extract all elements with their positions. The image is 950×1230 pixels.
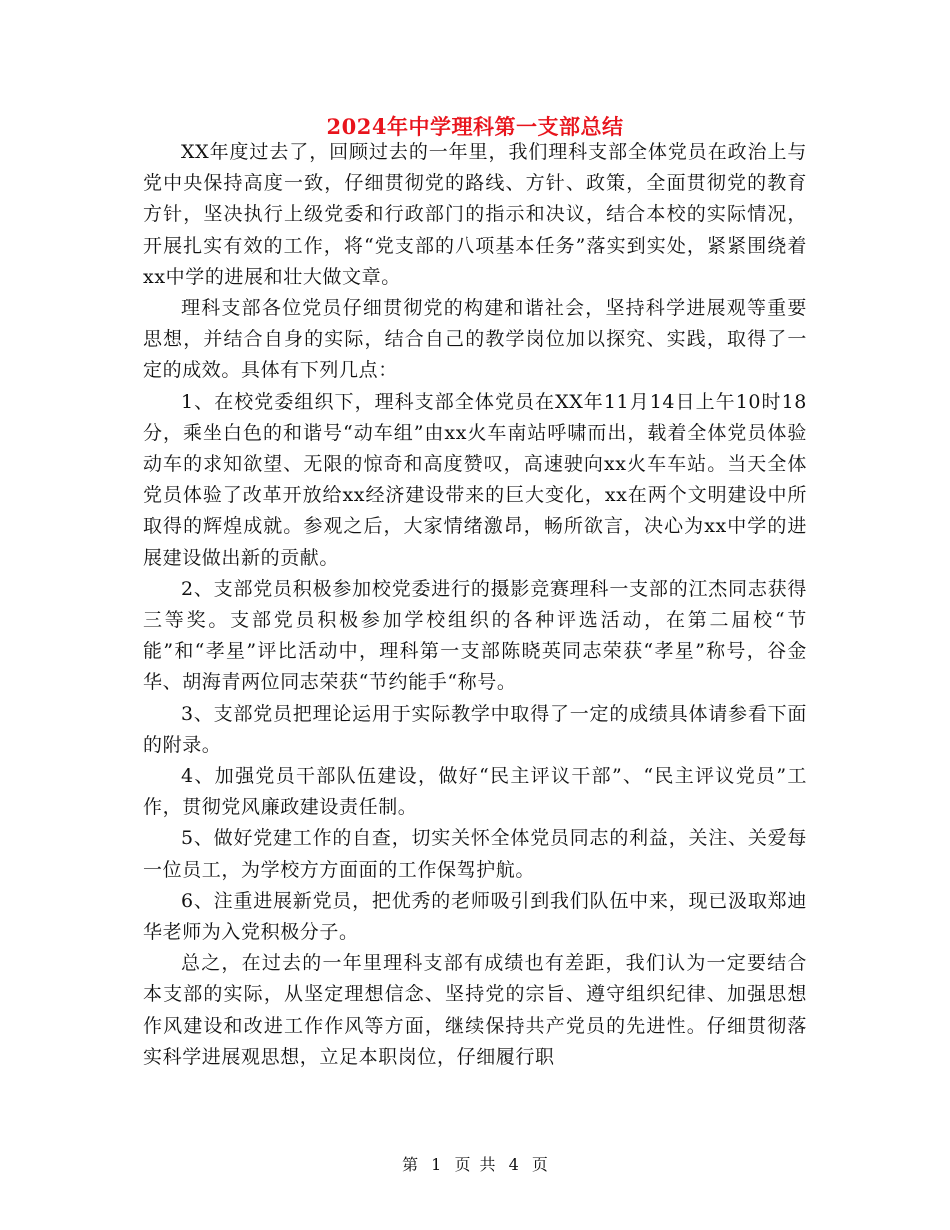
paragraph-overview: 理科支部各位党员仔细贯彻党的构建和谐社会，坚持科学进展观等重要思想，并结合自身的实际，结合自己的教学岗位加以探究、实践，取得了一定的成效。具体有下列几点： (143, 297, 807, 382)
paragraph-item-2: 2、支部党员积极参加校党委进行的摄影竞赛理科一支部的江杰同志获得三等奖。支部党员积极参加学校组织的各种评选活动，在第二届校“节能”和“孝星”评比活动中，理科第一支部陈晓英同志荣获“孝星”称号，谷金华、胡海青两位同志荣获“节约能手“称号。 (143, 577, 807, 694)
page-label-prefix: 第 (402, 1155, 419, 1174)
paragraph-item-4: 4、加强党员干部队伍建设，做好“民主评议干部”、“民主评议党员”工作，贯彻党风廉政建设责任制。 (143, 765, 807, 819)
paragraph-item-6: 6、注重进展新党员，把优秀的老师吸引到我们队伍中来，现已汲取郑迪华老师为入党积极分子。 (143, 889, 807, 944)
paragraph-summary: 总之，在过去的一年里理科支部有成绩也有差距，我们认为一定要结合本支部的实际，从坚定理想信念、坚持党的宗旨、遵守组织纪律、加强思想作风建设和改进工作作风等方面，继续保持共产党员的先进性。仔细贯彻落实科学进展观思想，立足本职岗位，仔细履行职 (143, 952, 807, 1068)
document-body (143, 137, 807, 1073)
paragraph-item-5: 5、做好党建工作的自查，切实关怀全体党员同志的利益，关注、关爱每一位员工，为学校方方面面的工作保驾护航。 (143, 827, 807, 881)
page-label-mid: 页 共 (454, 1155, 496, 1174)
paragraph-intro: XX年度过去了，回顾过去的一年里，我们理科支部全体党员在政治上与党中央保持高度一致，仔细贯彻党的路线、方针、政策，全面贯彻党的教育方针，坚决执行上级党委和行政部门的指示和决议，结合本校的实际情况，开展扎实有效的工作，将“党支部的八项基本任务”落实到实处，紧紧围绕着xx中学的进展和壮大做文章。 (143, 141, 807, 288)
total-pages-number: 4 (508, 1155, 519, 1174)
page-footer (0, 1154, 950, 1176)
current-page-number: 1 (431, 1155, 442, 1174)
page-label-suffix: 页 (531, 1155, 548, 1174)
paragraph-item-3: 3、支部党员把理论运用于实际教学中取得了一定的成绩具体请参看下面的附录。 (143, 702, 807, 756)
paragraph-item-1: 1、在校党委组织下，理科支部全体党员在XX年11月14日上午10时18分，乘坐白色的和谐号“动车组”由xx火车南站呼啸而出，载着全体党员体验动车的求知欲望、无限的惊奇和高度赞叹，高速驶向xx火车车站。当天全体党员体验了改革开放给xx经济建设带来的巨大变化，xx在两个文明建设中所取得的辉煌成就。参观之后，大家情绪激昂，畅所欲言，决心为xx中学的进展建设做出新的贡献。 (143, 390, 807, 569)
document-title: 2024年中学理科第一支部总结 (326, 114, 624, 139)
